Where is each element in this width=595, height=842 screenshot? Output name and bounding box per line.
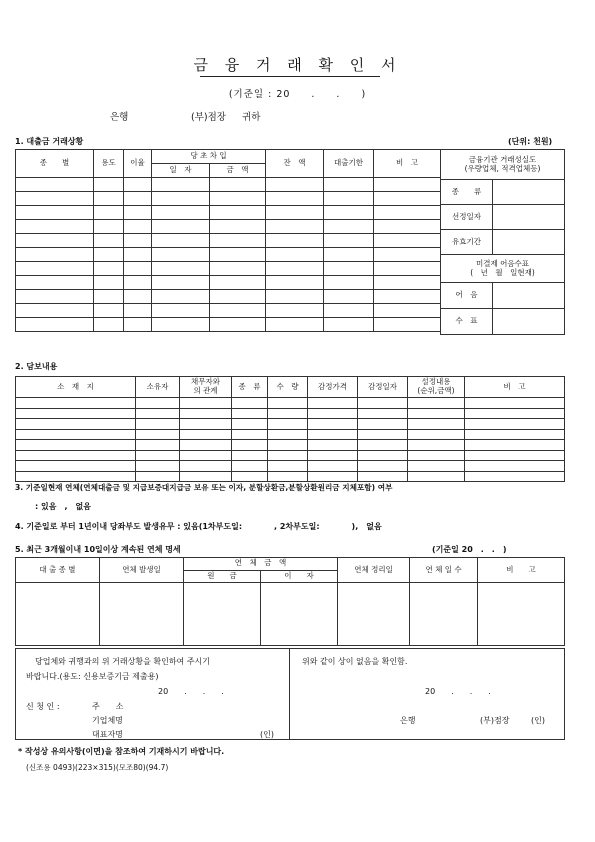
confirm-branch: (부)점장 — [480, 716, 510, 725]
collateral-cell[interactable] — [408, 471, 465, 482]
overdue-cell[interactable] — [16, 583, 100, 646]
collateral-cell[interactable] — [308, 450, 358, 461]
collateral-cell[interactable] — [268, 461, 308, 472]
collateral-cell[interactable] — [358, 408, 408, 419]
col-rate: 이율 — [124, 150, 152, 178]
collateral-cell[interactable] — [232, 461, 268, 472]
collateral-cell[interactable] — [180, 429, 232, 440]
confirm-line1: 위와 같이 상이 없음을 확인함. — [302, 657, 408, 666]
col-overdue-note: 비 고 — [478, 558, 565, 583]
loan-cell[interactable] — [266, 248, 324, 262]
collateral-cell[interactable] — [358, 461, 408, 472]
loan-cell[interactable] — [374, 206, 441, 220]
collateral-cell[interactable] — [232, 419, 268, 430]
collateral-cell[interactable] — [268, 408, 308, 419]
address-label: 주 소 — [92, 702, 124, 711]
loan-cell[interactable] — [124, 248, 152, 262]
collateral-cell[interactable] — [232, 398, 268, 409]
applicant-label: 신 청 인 : — [26, 702, 60, 711]
loan-cell[interactable] — [210, 290, 266, 304]
loan-row — [16, 192, 441, 206]
collateral-cell[interactable] — [308, 429, 358, 440]
collateral-row — [16, 440, 565, 451]
loan-cell[interactable] — [124, 290, 152, 304]
loan-cell[interactable] — [152, 192, 210, 206]
loan-cell[interactable] — [324, 262, 374, 276]
collateral-header: 감정가격 — [308, 377, 358, 398]
loan-cell[interactable] — [210, 304, 266, 318]
document-title: 금 융 거 래 확 인 서 — [193, 56, 402, 74]
collateral-cell[interactable] — [465, 398, 565, 409]
credit-title: 금융기관 거래성실도 (우량업체, 적격업체등) — [441, 150, 565, 180]
loan-cell[interactable] — [266, 206, 324, 220]
collateral-cell[interactable] — [358, 440, 408, 451]
loan-cell[interactable] — [124, 220, 152, 234]
collateral-cell[interactable] — [465, 450, 565, 461]
col-initial-loan: 당 초 차 입 — [152, 150, 266, 164]
confirmation-divider — [289, 648, 290, 739]
loan-cell[interactable] — [374, 248, 441, 262]
loan-cell[interactable] — [94, 276, 124, 290]
unsettled-box — [441, 255, 565, 283]
collateral-cell[interactable] — [408, 419, 465, 430]
col-amount: 금 액 — [210, 164, 266, 178]
collateral-cell[interactable] — [180, 471, 232, 482]
loan-cell[interactable] — [16, 290, 94, 304]
collateral-header: 비 고 — [465, 377, 565, 398]
collateral-cell[interactable] — [408, 461, 465, 472]
credit-valid-period: 유효기간 — [441, 230, 493, 255]
loan-row — [16, 290, 441, 304]
loan-row — [16, 206, 441, 220]
loan-cell[interactable] — [124, 206, 152, 220]
collateral-cell[interactable] — [232, 450, 268, 461]
loan-row — [16, 178, 441, 192]
credit-select-date-value[interactable] — [493, 205, 565, 230]
loan-cell[interactable] — [124, 318, 152, 332]
collateral-cell[interactable] — [408, 440, 465, 451]
collateral-cell[interactable] — [358, 419, 408, 430]
company-label: 기업체명 — [92, 716, 123, 725]
loan-row — [16, 234, 441, 248]
col-overdue-type: 대 출 종 별 — [16, 558, 100, 583]
loan-cell[interactable] — [94, 290, 124, 304]
section3-options: : 있음 , 없음 — [35, 502, 91, 511]
loan-cell[interactable] — [152, 318, 210, 332]
loan-cell[interactable] — [374, 262, 441, 276]
loan-row — [16, 262, 441, 276]
collateral-cell[interactable] — [268, 450, 308, 461]
collateral-cell[interactable] — [136, 471, 180, 482]
col-use: 용도 — [94, 150, 124, 178]
col-overdue-settled: 연체 정리일 — [338, 558, 410, 583]
collateral-cell[interactable] — [308, 398, 358, 409]
col-overdue-days: 연 체 일 수 — [410, 558, 478, 583]
loan-row — [16, 276, 441, 290]
loan-cell[interactable] — [266, 220, 324, 234]
request-line1: 당업체와 귀행과의 위 거래상황을 확인하여 주시기 — [35, 657, 211, 666]
loan-cell[interactable] — [266, 178, 324, 192]
loan-cell[interactable] — [266, 290, 324, 304]
col-overdue-interest: 이 자 — [261, 570, 338, 583]
collateral-cell[interactable] — [268, 429, 308, 440]
collateral-cell[interactable] — [268, 398, 308, 409]
loan-cell[interactable] — [94, 248, 124, 262]
collateral-cell[interactable] — [465, 440, 565, 451]
collateral-cell[interactable] — [268, 471, 308, 482]
collateral-cell[interactable] — [16, 461, 136, 472]
collateral-row — [16, 408, 565, 419]
loan-cell[interactable] — [152, 220, 210, 234]
collateral-header: 소 재 지 — [16, 377, 136, 398]
collateral-cell[interactable] — [136, 398, 180, 409]
loan-cell[interactable] — [94, 192, 124, 206]
collateral-cell[interactable] — [308, 408, 358, 419]
col-due: 대출기한 — [324, 150, 374, 178]
collateral-cell[interactable] — [232, 471, 268, 482]
writing-note: * 작성상 유의사항(이면)을 참조하여 기재하시기 바랍니다. — [18, 747, 225, 756]
loan-cell[interactable] — [210, 234, 266, 248]
loan-cell[interactable] — [210, 178, 266, 192]
collateral-cell[interactable] — [16, 471, 136, 482]
col-type: 종 별 — [16, 150, 94, 178]
collateral-cell[interactable] — [408, 408, 465, 419]
collateral-cell[interactable] — [16, 408, 136, 419]
loan-cell[interactable] — [16, 192, 94, 206]
loan-cell[interactable] — [324, 234, 374, 248]
loan-cell[interactable] — [16, 206, 94, 220]
overdue-cell[interactable] — [100, 583, 184, 646]
overdue-cell[interactable] — [478, 583, 565, 646]
collateral-row — [16, 419, 565, 430]
loan-cell[interactable] — [374, 234, 441, 248]
loan-cell[interactable] — [266, 318, 324, 332]
overdue-cell[interactable] — [338, 583, 410, 646]
col-overdue-start: 연체 발생일 — [100, 558, 184, 583]
collateral-cell[interactable] — [358, 471, 408, 482]
addressee-bank: 은행 — [110, 112, 129, 123]
addressee-branch: (부)점장 — [191, 112, 226, 123]
confirm-bank: 은행 — [400, 716, 416, 725]
loan-cell[interactable] — [210, 220, 266, 234]
collateral-cell[interactable] — [408, 429, 465, 440]
loan-cell[interactable] — [94, 178, 124, 192]
loan-cell[interactable] — [210, 318, 266, 332]
loan-cell[interactable] — [266, 192, 324, 206]
collateral-cell[interactable] — [268, 440, 308, 451]
collateral-header: 종 류 — [232, 377, 268, 398]
collateral-cell[interactable] — [308, 419, 358, 430]
collateral-cell[interactable] — [136, 429, 180, 440]
loan-cell[interactable] — [266, 234, 324, 248]
loan-cell[interactable] — [324, 290, 374, 304]
col-overdue-principal: 원 금 — [184, 570, 261, 583]
collateral-cell[interactable] — [465, 471, 565, 482]
collateral-cell[interactable] — [136, 440, 180, 451]
col-overdue-amount: 연 체 금 액 — [184, 558, 338, 571]
loan-cell[interactable] — [124, 262, 152, 276]
loan-cell[interactable] — [16, 318, 94, 332]
collateral-cell[interactable] — [180, 398, 232, 409]
request-date: 20 . . . — [158, 687, 224, 696]
loan-cell[interactable] — [324, 318, 374, 332]
collateral-header: 설정내용 (순위,금액) — [408, 377, 465, 398]
loan-row — [16, 220, 441, 234]
request-line2: 바랍니다.(용도: 신용보증기금 제출용) — [26, 672, 159, 681]
collateral-header: 소유자 — [136, 377, 180, 398]
collateral-cell[interactable] — [180, 419, 232, 430]
credit-kind-value[interactable] — [493, 180, 565, 205]
collateral-cell[interactable] — [465, 461, 565, 472]
loan-cell[interactable] — [324, 206, 374, 220]
section5-base: (기준일 20 . . ) — [432, 545, 507, 554]
confirm-seal: (인) — [531, 716, 545, 725]
collateral-cell[interactable] — [408, 398, 465, 409]
addressee-to: 귀하 — [242, 112, 261, 123]
addressee — [110, 109, 260, 123]
credit-table — [440, 149, 565, 335]
loan-cell[interactable] — [152, 290, 210, 304]
collateral-row — [16, 450, 565, 461]
collateral-row — [16, 471, 565, 482]
loan-cell[interactable] — [16, 248, 94, 262]
loan-cell[interactable] — [124, 234, 152, 248]
collateral-cell[interactable] — [308, 471, 358, 482]
collateral-row — [16, 398, 565, 409]
loan-row — [16, 304, 441, 318]
loan-cell[interactable] — [210, 192, 266, 206]
loan-cell[interactable] — [94, 234, 124, 248]
loan-cell[interactable] — [374, 276, 441, 290]
loan-cell[interactable] — [152, 234, 210, 248]
section1-unit: (단위: 천원) — [508, 137, 553, 146]
loan-cell[interactable] — [324, 248, 374, 262]
unsettled-bill-value[interactable] — [493, 283, 565, 309]
loan-cell[interactable] — [210, 262, 266, 276]
collateral-cell[interactable] — [136, 408, 180, 419]
loan-cell[interactable] — [374, 290, 441, 304]
loan-cell[interactable] — [266, 262, 324, 276]
unsettled-title: 미결제 어음수표 — [475, 258, 530, 268]
loan-cell[interactable] — [210, 206, 266, 220]
loan-cell[interactable] — [266, 276, 324, 290]
loan-cell[interactable] — [16, 234, 94, 248]
loan-cell[interactable] — [324, 178, 374, 192]
collateral-header: 채무자와 의 관계 — [180, 377, 232, 398]
loan-cell[interactable] — [152, 206, 210, 220]
collateral-cell[interactable] — [180, 450, 232, 461]
applicant-seal: (인) — [260, 730, 274, 739]
loan-cell[interactable] — [152, 262, 210, 276]
collateral-cell[interactable] — [358, 429, 408, 440]
collateral-cell[interactable] — [16, 398, 136, 409]
credit-select-date: 선정일자 — [441, 205, 493, 230]
loan-table — [15, 149, 441, 332]
collateral-cell[interactable] — [16, 440, 136, 451]
collateral-cell[interactable] — [465, 408, 565, 419]
confirm-date: 20 . . . — [425, 687, 491, 696]
collateral-cell[interactable] — [232, 440, 268, 451]
collateral-cell[interactable] — [358, 450, 408, 461]
loan-cell[interactable] — [210, 248, 266, 262]
loan-cell[interactable] — [16, 178, 94, 192]
loan-cell[interactable] — [152, 248, 210, 262]
loan-cell[interactable] — [324, 220, 374, 234]
loan-cell[interactable] — [94, 220, 124, 234]
loan-row — [16, 318, 441, 332]
loan-cell[interactable] — [94, 206, 124, 220]
loan-cell[interactable] — [16, 220, 94, 234]
overdue-table — [15, 557, 565, 646]
loan-cell[interactable] — [124, 178, 152, 192]
col-date: 일 자 — [152, 164, 210, 178]
loan-cell[interactable] — [374, 318, 441, 332]
collateral-cell[interactable] — [268, 419, 308, 430]
collateral-cell[interactable] — [465, 429, 565, 440]
overdue-cell[interactable] — [261, 583, 338, 646]
loan-cell[interactable] — [124, 304, 152, 318]
loan-cell[interactable] — [16, 304, 94, 318]
collateral-cell[interactable] — [358, 398, 408, 409]
credit-valid-period-value[interactable] — [493, 230, 565, 255]
collateral-cell[interactable] — [136, 419, 180, 430]
loan-cell[interactable] — [124, 192, 152, 206]
collateral-cell[interactable] — [180, 461, 232, 472]
loan-cell[interactable] — [374, 304, 441, 318]
loan-cell[interactable] — [210, 276, 266, 290]
collateral-cell[interactable] — [408, 450, 465, 461]
section3-text: 3. 기준일현재 연체(연체대출금 및 지급보증대지급금 보유 또는 이자, 분할상환금,분할상환원리금 지체포함) 여부 — [15, 483, 393, 492]
loan-cell[interactable] — [124, 276, 152, 290]
collateral-header: 감정일자 — [358, 377, 408, 398]
loan-cell[interactable] — [152, 178, 210, 192]
collateral-cell[interactable] — [308, 461, 358, 472]
loan-cell[interactable] — [374, 220, 441, 234]
overdue-cell[interactable] — [410, 583, 478, 646]
form-code: (신조용 0493)(223×315)(모조80)(94.7) — [26, 763, 169, 772]
loan-cell[interactable] — [324, 192, 374, 206]
loan-cell[interactable] — [94, 304, 124, 318]
overdue-cell[interactable] — [184, 583, 261, 646]
collateral-row — [16, 429, 565, 440]
col-balance: 잔 액 — [266, 150, 324, 178]
collateral-table — [15, 376, 565, 482]
collateral-row — [16, 461, 565, 472]
unsettled-check-value[interactable] — [493, 309, 565, 335]
collateral-cell[interactable] — [180, 408, 232, 419]
section5-heading: 5. 최근 3개월이내 10일이상 계속된 연체 명세 — [15, 545, 181, 554]
col-note: 비 고 — [374, 150, 441, 178]
loan-cell[interactable] — [324, 276, 374, 290]
loan-cell[interactable] — [16, 276, 94, 290]
collateral-cell[interactable] — [465, 419, 565, 430]
collateral-cell[interactable] — [180, 440, 232, 451]
unsettled-check: 수 표 — [441, 309, 493, 335]
rep-label: 대표자명 — [92, 730, 123, 739]
title-underline — [200, 76, 380, 77]
collateral-cell[interactable] — [232, 408, 268, 419]
section4-text: 4. 기준일로 부터 1년이내 당좌부도 발생유무 : 있음(1차부도일: , 2차부도일: ), 없음 — [15, 522, 382, 531]
collateral-cell[interactable] — [232, 429, 268, 440]
collateral-header: 수 량 — [268, 377, 308, 398]
base-date: (기준일 : 20 . . ) — [228, 89, 367, 100]
collateral-cell[interactable] — [136, 450, 180, 461]
collateral-cell[interactable] — [308, 440, 358, 451]
unsettled-bill: 어 음 — [441, 283, 493, 309]
collateral-cell[interactable] — [136, 461, 180, 472]
section1-heading: 1. 대출금 거래상황 — [15, 137, 84, 146]
loan-row — [16, 248, 441, 262]
loan-cell[interactable] — [374, 178, 441, 192]
collateral-cell[interactable] — [16, 450, 136, 461]
loan-cell[interactable] — [94, 318, 124, 332]
loan-cell[interactable] — [16, 262, 94, 276]
loan-cell[interactable] — [152, 276, 210, 290]
unsettled-date: ( 년 월 일현재) — [470, 267, 535, 277]
loan-cell[interactable] — [152, 304, 210, 318]
loan-cell[interactable] — [266, 304, 324, 318]
collateral-cell[interactable] — [16, 419, 136, 430]
credit-kind: 종 류 — [441, 180, 493, 205]
collateral-cell[interactable] — [16, 429, 136, 440]
loan-cell[interactable] — [374, 192, 441, 206]
loan-cell[interactable] — [324, 304, 374, 318]
loan-cell[interactable] — [94, 262, 124, 276]
section2-heading: 2. 담보내용 — [15, 362, 58, 371]
